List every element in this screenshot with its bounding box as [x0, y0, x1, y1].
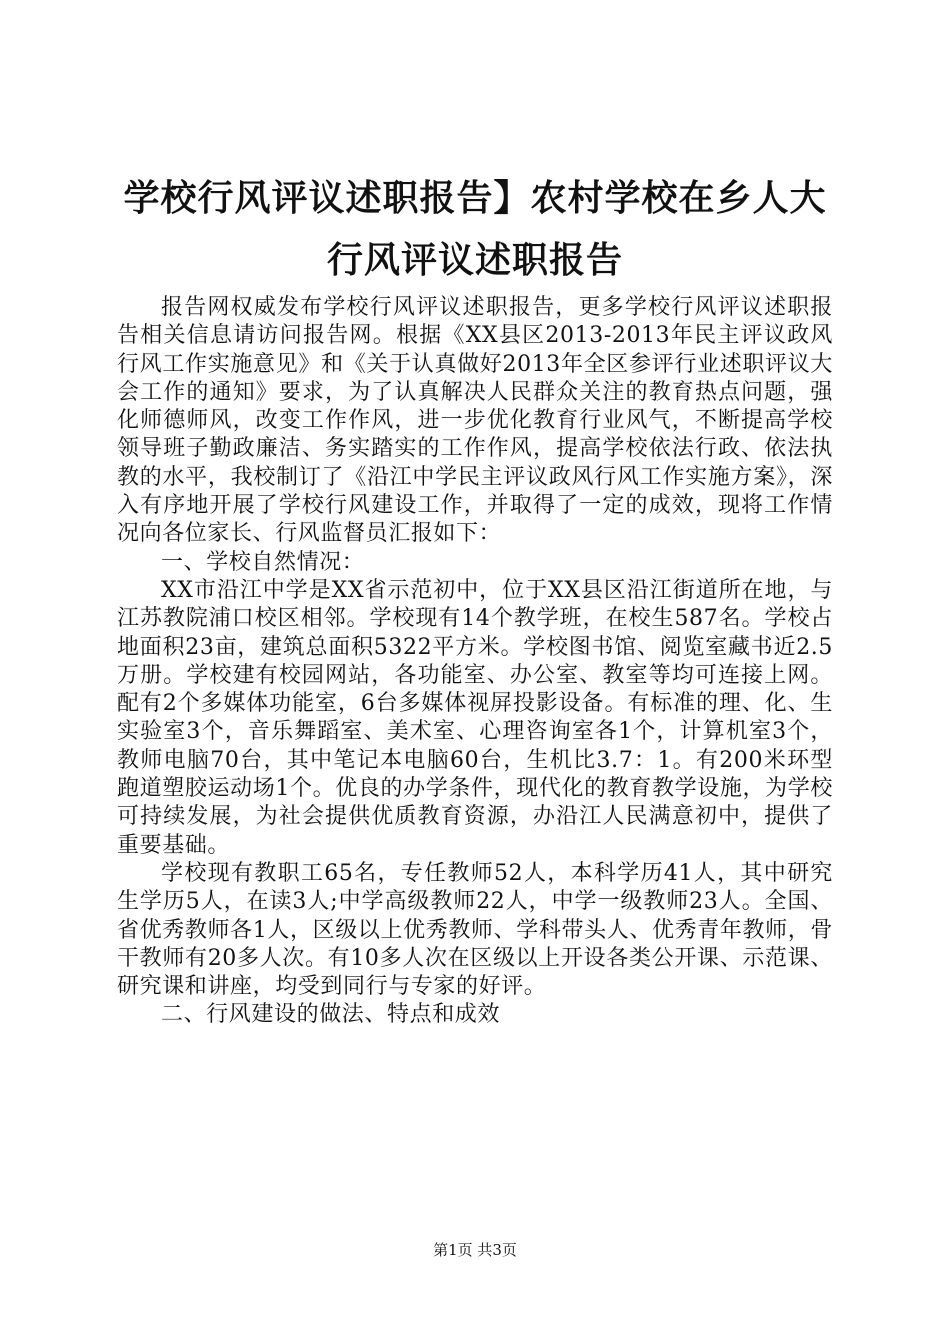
section-heading-school-overview: 一、学校自然情况： [161, 549, 365, 575]
page-footer: 第1页 共3页 [433, 1241, 517, 1259]
section-heading-practices: 二、行风建设的做法、特点和成效 [161, 1002, 501, 1028]
paragraph-school-facilities: XX市沿江中学是XX省示范初中，位于XX县区沿江街道所在地，与江苏教院浦口校区相邻。学校现有14个教学班，在校生587名。学校占地面积23亩，建筑总面积5322平方米。学校图书馆、阅览室藏书近2.5万册。学校建有校园网站，各功能室、办公室、教室等均可连接上网。配有2个多媒体功能室，6台多媒体视屏投影设备。有标准的理、化、生实验室3个，音乐舞蹈室、美术室、心理咨询室各1个，计算机室3个，教师电脑70台，其中笔记本电脑60台，生机比3.7：1。有200米环型跑道塑胶运动场1个。优良的办学条件，现代化的教育教学设施，为学校可持续发展，为社会提供优质教育资源，办沿江人民满意初中，提供了重要基础。 [117, 577, 833, 858]
paragraph-intro: 报告网权威发布学校行风评议述职报告，更多学校行风评议述职报告相关信息请访问报告网。根据《XX县区2013-2013年民主评议政风行风工作实施意见》和《关于认真做好2013年全区参评行业述职评议大会工作的通知》要求，为了认真解决人民群众关注的教育热点问题，强化师德师风，改变工作作风，进一步优化教育行业风气，不断提高学校领导班子勤政廉洁、务实踏实的工作作风，提高学校依法行政、依法执教的水平，我校制订了《沿江中学民主评议政风行风工作实施方案》，深入有序地开展了学校行风建设工作，并取得了一定的成效，现将工作情况向各位家长、行风监督员汇报如下： [117, 295, 833, 547]
document-body [117, 294, 833, 1030]
paragraph-school-staff: 学校现有教职工65名，专任教师52人，本科学历41人，其中研究生学历5人，在读3人;中学高级教师22人，中学一级教师23人。全国、省优秀教师各1人，区级以上优秀教师、学科带头人、优秀青年教师，骨干教师有20多人次。有10多人次在区级以上开设各类公开课、示范课、研究课和讲座，均受到同行与专家的好评。 [117, 860, 833, 1000]
document-title: 学校行风评议述职报告】农村学校在乡人大行风评议述职报告 [123, 178, 827, 281]
